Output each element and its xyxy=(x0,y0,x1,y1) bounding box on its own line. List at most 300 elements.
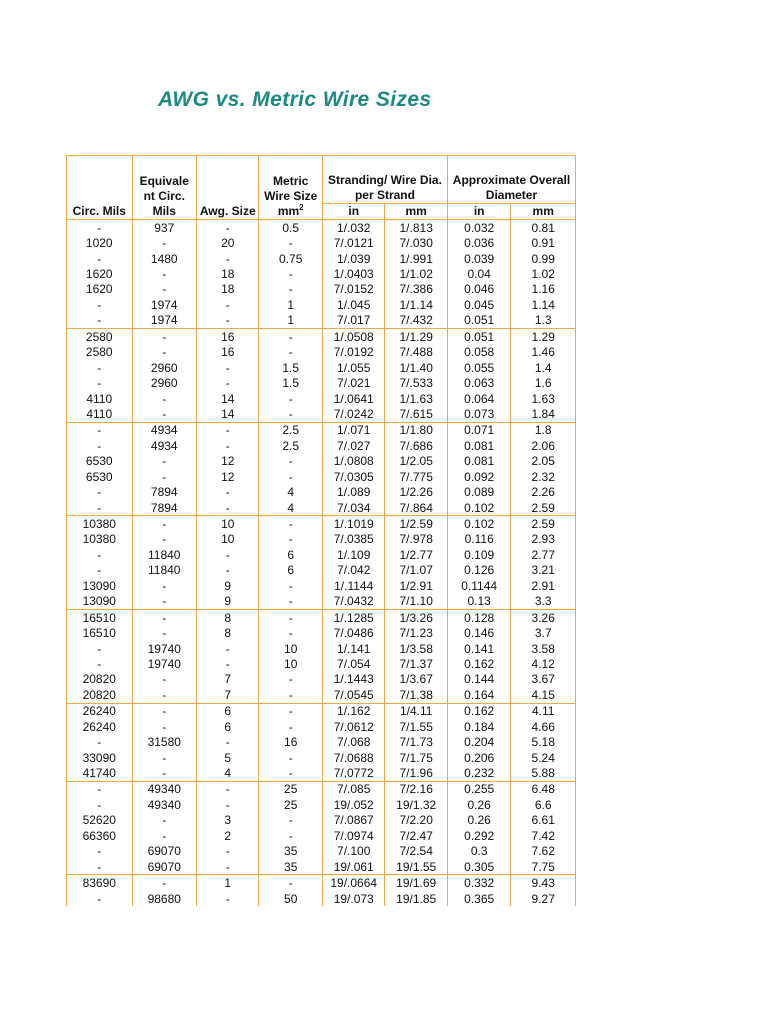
cell-diameter-in: 0.081 xyxy=(447,454,510,469)
cell-stranding-in: 1/.032 xyxy=(322,220,384,236)
table-row xyxy=(67,891,576,906)
cell-metric-size: 1 xyxy=(259,313,322,329)
cell-diameter-in: 0.13 xyxy=(447,594,510,610)
cell-awg-size: - xyxy=(197,797,259,812)
cell-stranding-mm: 7/.488 xyxy=(385,345,447,360)
cell-metric-size: - xyxy=(259,703,322,719)
cell-stranding-mm: 7/1.37 xyxy=(385,656,447,671)
cell-stranding-mm: 1/.991 xyxy=(385,251,447,266)
cell-circ-mils: - xyxy=(67,375,133,390)
cell-stranding-in: 7/.0867 xyxy=(322,813,384,828)
cell-circ-mils: 10380 xyxy=(67,516,133,532)
table-row xyxy=(67,672,576,687)
table-row xyxy=(67,813,576,828)
cell-metric-size: - xyxy=(259,672,322,687)
cell-stranding-mm: 19/1.69 xyxy=(385,875,447,891)
cell-equiv-circ-mils: - xyxy=(132,329,197,345)
table-row xyxy=(67,844,576,859)
cell-diameter-in: 0.051 xyxy=(447,313,510,329)
table-header xyxy=(67,156,576,220)
cell-diameter-mm: 4.11 xyxy=(511,703,576,719)
cell-stranding-mm: 1/1.80 xyxy=(385,422,447,438)
cell-awg-size: 14 xyxy=(197,391,259,406)
cell-awg-size: - xyxy=(197,360,259,375)
cell-diameter-in: 0.126 xyxy=(447,563,510,578)
cell-awg-size: 1 xyxy=(197,875,259,891)
cell-metric-size: - xyxy=(259,282,322,297)
table-row xyxy=(67,734,576,749)
cell-diameter-in: 0.232 xyxy=(447,765,510,781)
cell-diameter-in: 0.102 xyxy=(447,500,510,516)
cell-awg-size: 7 xyxy=(197,687,259,703)
cell-equiv-circ-mils: 19740 xyxy=(132,656,197,671)
cell-equiv-circ-mils: 49340 xyxy=(132,781,197,797)
cell-awg-size: - xyxy=(197,375,259,390)
cell-stranding-in: 7/.034 xyxy=(322,500,384,516)
cell-equiv-circ-mils: - xyxy=(132,719,197,734)
cell-stranding-in: 7/.0486 xyxy=(322,625,384,640)
cell-stranding-mm: 1/3.26 xyxy=(385,609,447,625)
cell-circ-mils: 52620 xyxy=(67,813,133,828)
cell-circ-mils: - xyxy=(67,251,133,266)
table-row xyxy=(67,641,576,656)
cell-circ-mils: 26240 xyxy=(67,719,133,734)
cell-equiv-circ-mils: - xyxy=(132,875,197,891)
cell-metric-size: - xyxy=(259,329,322,345)
cell-stranding-in: 1/.0808 xyxy=(322,454,384,469)
cell-stranding-in: 7/.017 xyxy=(322,313,384,329)
table-row xyxy=(67,828,576,843)
cell-equiv-circ-mils: 1974 xyxy=(132,313,197,329)
cell-stranding-mm: 7/.030 xyxy=(385,235,447,250)
cell-metric-size: - xyxy=(259,345,322,360)
table-row xyxy=(67,765,576,781)
cell-diameter-mm: 3.21 xyxy=(511,563,576,578)
cell-diameter-in: 0.092 xyxy=(447,469,510,484)
cell-stranding-in: 7/.100 xyxy=(322,844,384,859)
table-row xyxy=(67,422,576,438)
cell-stranding-mm: 1/2.05 xyxy=(385,454,447,469)
cell-circ-mils: 26240 xyxy=(67,703,133,719)
table-row xyxy=(67,484,576,499)
cell-equiv-circ-mils: - xyxy=(132,282,197,297)
cell-metric-size: - xyxy=(259,750,322,765)
cell-metric-size: - xyxy=(259,719,322,734)
cell-awg-size: - xyxy=(197,781,259,797)
cell-diameter-mm: 1.8 xyxy=(511,422,576,438)
cell-stranding-mm: 7/1.38 xyxy=(385,687,447,703)
cell-diameter-in: 0.046 xyxy=(447,282,510,297)
cell-circ-mils: 20820 xyxy=(67,687,133,703)
cell-circ-mils: - xyxy=(67,797,133,812)
cell-stranding-in: 19/.052 xyxy=(322,797,384,812)
cell-diameter-in: 0.071 xyxy=(447,422,510,438)
cell-equiv-circ-mils: - xyxy=(132,406,197,422)
header-diameter-in: in xyxy=(447,204,510,220)
cell-diameter-mm: 1.02 xyxy=(511,266,576,281)
cell-awg-size: 18 xyxy=(197,282,259,297)
header-equivalent-circ-mils: Equivale nt Circ. Mils xyxy=(132,156,197,220)
cell-awg-size: - xyxy=(197,500,259,516)
cell-awg-size: - xyxy=(197,859,259,875)
cell-circ-mils: - xyxy=(67,500,133,516)
table-row xyxy=(67,438,576,453)
cell-circ-mils: - xyxy=(67,859,133,875)
cell-equiv-circ-mils: 7894 xyxy=(132,484,197,499)
cell-stranding-in: 1/.0403 xyxy=(322,266,384,281)
cell-equiv-circ-mils: - xyxy=(132,813,197,828)
cell-stranding-in: 1/.055 xyxy=(322,360,384,375)
header-metric-wire-size: Metric Wire Size $mm^2$ xyxy=(259,156,322,220)
cell-stranding-in: 7/.0305 xyxy=(322,469,384,484)
cell-diameter-in: 0.184 xyxy=(447,719,510,734)
table-row xyxy=(67,235,576,250)
cell-diameter-mm: 7.62 xyxy=(511,844,576,859)
table-row xyxy=(67,313,576,329)
cell-equiv-circ-mils: 1480 xyxy=(132,251,197,266)
cell-circ-mils: 33090 xyxy=(67,750,133,765)
cell-awg-size: - xyxy=(197,220,259,236)
cell-circ-mils: - xyxy=(67,547,133,562)
cell-diameter-mm: 0.81 xyxy=(511,220,576,236)
cell-metric-size: - xyxy=(259,532,322,547)
cell-stranding-in: 1/.089 xyxy=(322,484,384,499)
cell-stranding-mm: 7/2.16 xyxy=(385,781,447,797)
cell-awg-size: 20 xyxy=(197,235,259,250)
cell-equiv-circ-mils: - xyxy=(132,578,197,593)
cell-metric-size: - xyxy=(259,875,322,891)
cell-circ-mils: - xyxy=(67,438,133,453)
cell-diameter-in: 0.063 xyxy=(447,375,510,390)
cell-stranding-mm: 19/1.55 xyxy=(385,859,447,875)
cell-circ-mils: - xyxy=(67,641,133,656)
cell-stranding-in: 1/.045 xyxy=(322,297,384,312)
cell-diameter-mm: 3.58 xyxy=(511,641,576,656)
cell-stranding-in: 1/.071 xyxy=(322,422,384,438)
table-row xyxy=(67,297,576,312)
cell-diameter-in: 0.206 xyxy=(447,750,510,765)
cell-diameter-mm: 0.91 xyxy=(511,235,576,250)
cell-circ-mils: 4110 xyxy=(67,391,133,406)
table-row xyxy=(67,609,576,625)
header-awg-size: Awg. Size xyxy=(197,156,259,220)
cell-diameter-in: 0.204 xyxy=(447,734,510,749)
cell-awg-size: 9 xyxy=(197,594,259,610)
cell-stranding-in: 19/.061 xyxy=(322,859,384,875)
cell-stranding-mm: 7/2.47 xyxy=(385,828,447,843)
cell-diameter-mm: 1.6 xyxy=(511,375,576,390)
cell-equiv-circ-mils: 69070 xyxy=(132,844,197,859)
cell-diameter-mm: 2.93 xyxy=(511,532,576,547)
cell-stranding-mm: 1/1.14 xyxy=(385,297,447,312)
table-row xyxy=(67,516,576,532)
cell-equiv-circ-mils: 1974 xyxy=(132,297,197,312)
cell-stranding-mm: 7/1.73 xyxy=(385,734,447,749)
cell-metric-size: 50 xyxy=(259,891,322,906)
cell-metric-size: 2.5 xyxy=(259,422,322,438)
cell-metric-size: 1.5 xyxy=(259,375,322,390)
cell-stranding-in: 7/.0432 xyxy=(322,594,384,610)
table-row xyxy=(67,454,576,469)
table-row xyxy=(67,578,576,593)
cell-diameter-in: 0.058 xyxy=(447,345,510,360)
cell-diameter-in: 0.032 xyxy=(447,220,510,236)
cell-diameter-mm: 2.06 xyxy=(511,438,576,453)
cell-diameter-mm: 9.27 xyxy=(511,891,576,906)
header-stranding-in: in xyxy=(322,204,384,220)
cell-stranding-mm: 1/2.26 xyxy=(385,484,447,499)
cell-stranding-mm: 1/1.63 xyxy=(385,391,447,406)
cell-stranding-in: 1/.109 xyxy=(322,547,384,562)
cell-awg-size: 6 xyxy=(197,719,259,734)
cell-awg-size: 8 xyxy=(197,609,259,625)
cell-metric-size: 16 xyxy=(259,734,322,749)
cell-metric-size: - xyxy=(259,687,322,703)
cell-stranding-mm: 1/2.59 xyxy=(385,516,447,532)
cell-diameter-mm: 3.26 xyxy=(511,609,576,625)
table-body xyxy=(67,220,576,907)
cell-awg-size: - xyxy=(197,484,259,499)
cell-equiv-circ-mils: 69070 xyxy=(132,859,197,875)
cell-circ-mils: 2580 xyxy=(67,345,133,360)
cell-diameter-in: 0.064 xyxy=(447,391,510,406)
cell-metric-size: 10 xyxy=(259,656,322,671)
cell-diameter-in: 0.128 xyxy=(447,609,510,625)
cell-diameter-mm: 4.12 xyxy=(511,656,576,671)
cell-stranding-mm: 7/.775 xyxy=(385,469,447,484)
cell-awg-size: - xyxy=(197,422,259,438)
cell-metric-size: 6 xyxy=(259,547,322,562)
cell-metric-size: - xyxy=(259,454,322,469)
cell-stranding-mm: 7/1.10 xyxy=(385,594,447,610)
cell-diameter-mm: 1.3 xyxy=(511,313,576,329)
cell-diameter-mm: 1.46 xyxy=(511,345,576,360)
cell-circ-mils: - xyxy=(67,297,133,312)
cell-diameter-in: 0.332 xyxy=(447,875,510,891)
cell-diameter-mm: 3.67 xyxy=(511,672,576,687)
cell-stranding-mm: 7/1.23 xyxy=(385,625,447,640)
cell-diameter-mm: 1.84 xyxy=(511,406,576,422)
cell-circ-mils: - xyxy=(67,313,133,329)
cell-circ-mils: - xyxy=(67,563,133,578)
cell-diameter-in: 0.26 xyxy=(447,813,510,828)
cell-stranding-in: 19/.073 xyxy=(322,891,384,906)
cell-awg-size: 12 xyxy=(197,454,259,469)
cell-metric-size: - xyxy=(259,594,322,610)
cell-stranding-in: 7/.0688 xyxy=(322,750,384,765)
cell-equiv-circ-mils: - xyxy=(132,687,197,703)
cell-circ-mils: 1620 xyxy=(67,282,133,297)
cell-awg-size: 16 xyxy=(197,329,259,345)
cell-stranding-mm: 1/4.11 xyxy=(385,703,447,719)
cell-stranding-mm: 7/2.20 xyxy=(385,813,447,828)
cell-stranding-in: 1/.1443 xyxy=(322,672,384,687)
cell-circ-mils: 16510 xyxy=(67,609,133,625)
cell-circ-mils: 20820 xyxy=(67,672,133,687)
cell-stranding-mm: 7/1.96 xyxy=(385,765,447,781)
cell-stranding-mm: 7/1.75 xyxy=(385,750,447,765)
cell-equiv-circ-mils: - xyxy=(132,469,197,484)
cell-diameter-in: 0.116 xyxy=(447,532,510,547)
table-row xyxy=(67,469,576,484)
cell-diameter-mm: 9.43 xyxy=(511,875,576,891)
cell-equiv-circ-mils: - xyxy=(132,750,197,765)
cell-stranding-in: 7/.0612 xyxy=(322,719,384,734)
cell-stranding-mm: 1/1.02 xyxy=(385,266,447,281)
cell-diameter-in: 0.141 xyxy=(447,641,510,656)
table-row xyxy=(67,500,576,516)
cell-awg-size: 10 xyxy=(197,532,259,547)
cell-circ-mils: - xyxy=(67,734,133,749)
cell-equiv-circ-mils: 49340 xyxy=(132,797,197,812)
cell-diameter-mm: 5.18 xyxy=(511,734,576,749)
cell-stranding-mm: 1/3.58 xyxy=(385,641,447,656)
cell-circ-mils: 16510 xyxy=(67,625,133,640)
cell-awg-size: - xyxy=(197,734,259,749)
cell-diameter-mm: 2.26 xyxy=(511,484,576,499)
table-row xyxy=(67,532,576,547)
cell-metric-size: - xyxy=(259,406,322,422)
cell-circ-mils: - xyxy=(67,360,133,375)
cell-stranding-in: 7/.0974 xyxy=(322,828,384,843)
cell-metric-size: 2.5 xyxy=(259,438,322,453)
cell-stranding-mm: 19/1.32 xyxy=(385,797,447,812)
cell-equiv-circ-mils: 4934 xyxy=(132,422,197,438)
cell-circ-mils: 6530 xyxy=(67,469,133,484)
cell-diameter-mm: 2.32 xyxy=(511,469,576,484)
cell-awg-size: 16 xyxy=(197,345,259,360)
cell-diameter-mm: 4.15 xyxy=(511,687,576,703)
cell-stranding-mm: 19/1.85 xyxy=(385,891,447,906)
cell-metric-size: 10 xyxy=(259,641,322,656)
cell-awg-size: - xyxy=(197,438,259,453)
cell-awg-size: - xyxy=(197,891,259,906)
cell-equiv-circ-mils: - xyxy=(132,609,197,625)
cell-stranding-in: 19/.0664 xyxy=(322,875,384,891)
cell-equiv-circ-mils: - xyxy=(132,672,197,687)
cell-stranding-mm: 7/.432 xyxy=(385,313,447,329)
cell-diameter-in: 0.162 xyxy=(447,703,510,719)
cell-stranding-in: 7/.0772 xyxy=(322,765,384,781)
cell-diameter-in: 0.051 xyxy=(447,329,510,345)
cell-diameter-in: 0.365 xyxy=(447,891,510,906)
cell-stranding-in: 7/.021 xyxy=(322,375,384,390)
cell-diameter-mm: 3.7 xyxy=(511,625,576,640)
cell-awg-size: 10 xyxy=(197,516,259,532)
table-row xyxy=(67,687,576,703)
table-row xyxy=(67,375,576,390)
cell-awg-size: - xyxy=(197,297,259,312)
cell-stranding-in: 7/.0152 xyxy=(322,282,384,297)
cell-circ-mils: - xyxy=(67,484,133,499)
cell-awg-size: 3 xyxy=(197,813,259,828)
cell-stranding-mm: 7/2.54 xyxy=(385,844,447,859)
cell-stranding-in: 1/.1144 xyxy=(322,578,384,593)
table-row xyxy=(67,282,576,297)
table-row xyxy=(67,220,576,236)
cell-circ-mils: 83690 xyxy=(67,875,133,891)
table-row xyxy=(67,406,576,422)
cell-awg-size: 7 xyxy=(197,672,259,687)
cell-equiv-circ-mils: - xyxy=(132,765,197,781)
cell-diameter-in: 0.036 xyxy=(447,235,510,250)
cell-stranding-mm: 1/2.91 xyxy=(385,578,447,593)
header-stranding-mm: mm xyxy=(385,204,447,220)
cell-equiv-circ-mils: 2960 xyxy=(132,375,197,390)
cell-stranding-in: 1/.0508 xyxy=(322,329,384,345)
cell-awg-size: 4 xyxy=(197,765,259,781)
cell-stranding-in: 7/.0545 xyxy=(322,687,384,703)
cell-metric-size: 25 xyxy=(259,797,322,812)
cell-diameter-mm: 6.48 xyxy=(511,781,576,797)
cell-circ-mils: - xyxy=(67,422,133,438)
table-row xyxy=(67,329,576,345)
table-row xyxy=(67,251,576,266)
cell-diameter-in: 0.081 xyxy=(447,438,510,453)
cell-metric-size: - xyxy=(259,828,322,843)
header-diameter-mm: mm xyxy=(511,204,576,220)
cell-diameter-in: 0.26 xyxy=(447,797,510,812)
cell-equiv-circ-mils: - xyxy=(132,345,197,360)
cell-awg-size: 2 xyxy=(197,828,259,843)
cell-diameter-mm: 1.29 xyxy=(511,329,576,345)
header-stranding: Stranding/ Wire Dia. per Strand xyxy=(322,156,447,204)
table-row xyxy=(67,625,576,640)
cell-equiv-circ-mils: - xyxy=(132,266,197,281)
cell-awg-size: 9 xyxy=(197,578,259,593)
cell-diameter-in: 0.045 xyxy=(447,297,510,312)
cell-diameter-mm: 2.59 xyxy=(511,516,576,532)
cell-stranding-in: 7/.085 xyxy=(322,781,384,797)
cell-diameter-mm: 6.6 xyxy=(511,797,576,812)
cell-circ-mils: 13090 xyxy=(67,594,133,610)
cell-equiv-circ-mils: - xyxy=(132,454,197,469)
cell-stranding-mm: 7/.978 xyxy=(385,532,447,547)
cell-diameter-mm: 2.59 xyxy=(511,500,576,516)
cell-equiv-circ-mils: 7894 xyxy=(132,500,197,516)
cell-awg-size: - xyxy=(197,656,259,671)
cell-awg-size: 12 xyxy=(197,469,259,484)
wire-size-table xyxy=(66,155,576,906)
cell-diameter-in: 0.073 xyxy=(447,406,510,422)
cell-equiv-circ-mils: 937 xyxy=(132,220,197,236)
cell-equiv-circ-mils: 19740 xyxy=(132,641,197,656)
page-title: AWG vs. Metric Wire Sizes xyxy=(158,88,432,111)
cell-circ-mils: 66360 xyxy=(67,828,133,843)
cell-diameter-in: 0.04 xyxy=(447,266,510,281)
table-row xyxy=(67,360,576,375)
cell-diameter-mm: 7.75 xyxy=(511,859,576,875)
cell-diameter-mm: 2.05 xyxy=(511,454,576,469)
cell-diameter-mm: 2.77 xyxy=(511,547,576,562)
table-row xyxy=(67,781,576,797)
cell-awg-size: - xyxy=(197,547,259,562)
cell-stranding-in: 7/.0242 xyxy=(322,406,384,422)
cell-diameter-mm: 4.66 xyxy=(511,719,576,734)
cell-awg-size: 8 xyxy=(197,625,259,640)
cell-equiv-circ-mils: - xyxy=(132,235,197,250)
cell-diameter-mm: 1.4 xyxy=(511,360,576,375)
cell-metric-size: 4 xyxy=(259,484,322,499)
cell-metric-size: - xyxy=(259,765,322,781)
cell-equiv-circ-mils: 98680 xyxy=(132,891,197,906)
cell-circ-mils: - xyxy=(67,656,133,671)
cell-awg-size: 6 xyxy=(197,703,259,719)
cell-diameter-in: 0.162 xyxy=(447,656,510,671)
cell-metric-size: 1 xyxy=(259,297,322,312)
cell-metric-size: 25 xyxy=(259,781,322,797)
cell-equiv-circ-mils: 4934 xyxy=(132,438,197,453)
